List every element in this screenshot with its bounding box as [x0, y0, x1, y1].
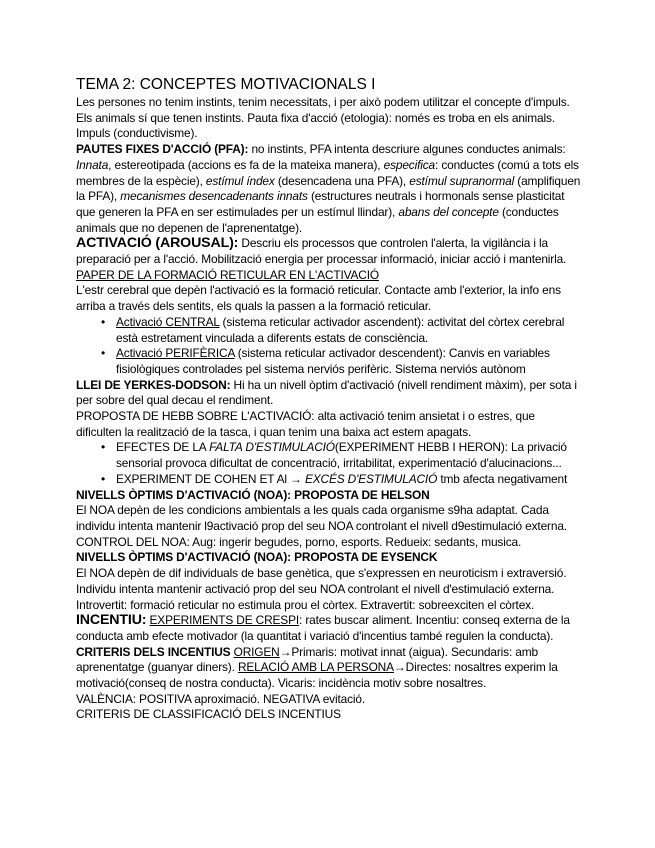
- hebb-paragraph: PROPOSTA DE HEBB SOBRE L'ACTIVACIÓ: alta activació tenim ansietat i o estres, que dificulten la realització de la tasca, i quan tenim una baixa act estem apagats.: [76, 409, 535, 439]
- list-item-text: (sistema reticular activador descendent): Canvis en variables fisiològiques controlades pel sistema nerviós perifèric. Sistema nerviós autònom: [116, 346, 550, 376]
- incentiu-paragraph: [76, 613, 581, 644]
- pfa-text: (desencadena una PFA),: [274, 173, 410, 188]
- pfa-text: , estereotipada (accions es fa de la mateixa manera),: [108, 157, 384, 172]
- yerkes-heading: LLEI DE YERKES-DODSON:: [76, 377, 231, 392]
- incentiu-heading: INCENTIU:: [76, 612, 147, 629]
- document-title: TEMA 2: CONCEPTES MOTIVACIONALS I: [76, 76, 376, 93]
- pfa-text: (amplifiquen la PFA),: [76, 173, 581, 204]
- pfa-emphasis: abans del concepte: [398, 204, 499, 219]
- pfa-text: (conductes animals que no depenen de l'aprenentatge).: [76, 204, 559, 235]
- relacio-label: RELACIÓ AMB LA PERSONA: [237, 660, 394, 675]
- activacio-paragraph: [76, 236, 581, 267]
- list-item: [116, 346, 581, 377]
- criteris-text: →Directes: nosaltres experim la motivació(conseq de nostra conducta). Vicaris: incidència motiv sobre nosaltres.: [76, 660, 558, 691]
- eysenck-heading: NIVELLS ÒPTIMS D'ACTIVACIÓ (NOA): PROPOSTA DE EYSENCK: [76, 550, 438, 565]
- pfa-paragraph: [76, 142, 581, 236]
- yerkes-text: Hi ha un nivell òptim d'activació (nivell rendiment màxim), per sota i per sobre del qual decau el rendiment.: [76, 377, 577, 408]
- pfa-heading: PAUTES FIXES D'ACCIÓ (PFA):: [76, 142, 249, 157]
- pfa-text: no instints, PFA intenta descriure algunes conductes animals:: [248, 142, 566, 157]
- intro-paragraph: Les persones no tenim instints, tenim necessitats, i per això podem utilitzar el concepte d'impuls. Els animals sí que tenen instints. Pauta fixa d'acció (etologia): només es troba en els animals. Impuls (conductivisme).: [76, 95, 570, 141]
- estr-paragraph: L'estr cerebral que depèn l'activació es la formació reticular. Contacte amb l'exterior, la info ens arriba a través dels sentits, els quals la passen a la formació reticular.: [76, 283, 561, 314]
- helson-paragraph: El NOA depèn de les condicions ambientals a les quals cada organisme s9ha adaptat. Cada individu intenta mantenir l9activació prop del seu NOA controlant el nivell d9estimulació externa. CONTROL DEL NOA: Aug: ingerir begudes, porno, esports. Redueix: sedants, musica.: [76, 503, 567, 549]
- origen-label: ORIGEN: [233, 644, 280, 659]
- pfa-emphasis: Innata: [76, 157, 109, 172]
- classificacio-heading: CRITERIS DE CLASSIFICACIÓ DELS INCENTIUS: [76, 707, 341, 722]
- list-item: [116, 315, 581, 346]
- eysenck-paragraph: El NOA depèn de dif individuals de base genètica, que s'expressen en neuroticism i extraversió. Individu intenta mantenir activació prop del seu NOA controlant el nivell d'estimulació externa. Introvertit: formació reticular no estimula prou el còrtex. Extravertit: sobreexciten el còrtex.: [76, 566, 567, 612]
- pfa-text: : conductes (comú a tots els membres de la espècie),: [76, 157, 579, 188]
- crespi-reference: EXPERIMENTS DE CRESPI: [149, 613, 300, 628]
- activacio-list: [76, 315, 581, 378]
- criteris-heading: CRITERIS DELS INCENTIUS: [76, 644, 231, 659]
- paper-heading: PAPER DE LA FORMACIÓ RETICULAR EN L'ACTIVACIÓ: [76, 267, 379, 282]
- pfa-emphasis: mecanismes desencadenants innats: [120, 189, 308, 204]
- pfa-text: (estructures neutrals i hormonals sense plasticitat que generen la PFA en ser estimulades per un estímul llindar),: [76, 189, 565, 219]
- criteris-text: →Primaris: motivat innat (aigua). Secundaris: amb aprenentatge (guanyar diners).: [76, 644, 538, 675]
- yerkes-paragraph: [76, 378, 581, 409]
- list-item-text: EXPERIMENT DE COHEN ET Al →: [116, 471, 305, 486]
- list-item-emphasis: EXCÉS D'ESTIMULACIÓ: [304, 471, 438, 486]
- list-item: [116, 472, 581, 488]
- valencia-paragraph: VALÈNCIA: POSITIVA aproximació. NEGATIVA evitació.: [76, 691, 365, 706]
- pfa-emphasis: estímul índex: [205, 173, 275, 188]
- pfa-emphasis: estímul supranormal: [409, 173, 515, 188]
- list-item-label: Activació CENTRAL: [116, 314, 220, 329]
- list-item-text: EFECTES DE LA: [116, 440, 210, 455]
- incentiu-text: : rates buscar aliment. Incentiu: conseq externa de la conducta amb efecte motivador (la quantitat i variació d'incentius també regulen la conducta).: [76, 613, 570, 643]
- list-item-emphasis: FALTA D'ESTIMULACIÓ: [209, 440, 335, 455]
- list-item: [116, 440, 581, 471]
- activacio-heading: ACTIVACIÓ (AROUSAL):: [76, 235, 239, 252]
- criteris-paragraph: [76, 645, 581, 692]
- helson-heading: NIVELLS ÒPTIMS D'ACTIVACIÓ (NOA): PROPOSTA DE HELSON: [76, 487, 430, 502]
- list-item-text: tmb afecta negativament: [437, 471, 568, 486]
- list-item-text: (EXPERIMENT HEBB I HERON): La privació sensorial provoca dificultat de concentració, irritabilitat, experimentació d'alucinacions...: [116, 440, 567, 471]
- list-item-label: Activació PERIFÈRICA: [116, 346, 235, 361]
- list-item-text: (sistema reticular activador ascendent): activitat del còrtex cerebral està estretament vinculada a diferents estats de consciència.: [116, 314, 565, 345]
- pfa-emphasis: especifica: [383, 157, 436, 172]
- hebb-list: [76, 440, 581, 487]
- activacio-text: Descriu els processos que controlen l'alerta, la vigilància i la preparació per a l'acció. Mobilització energia per processar informació, iniciar acció i mantenirla.: [76, 236, 567, 267]
